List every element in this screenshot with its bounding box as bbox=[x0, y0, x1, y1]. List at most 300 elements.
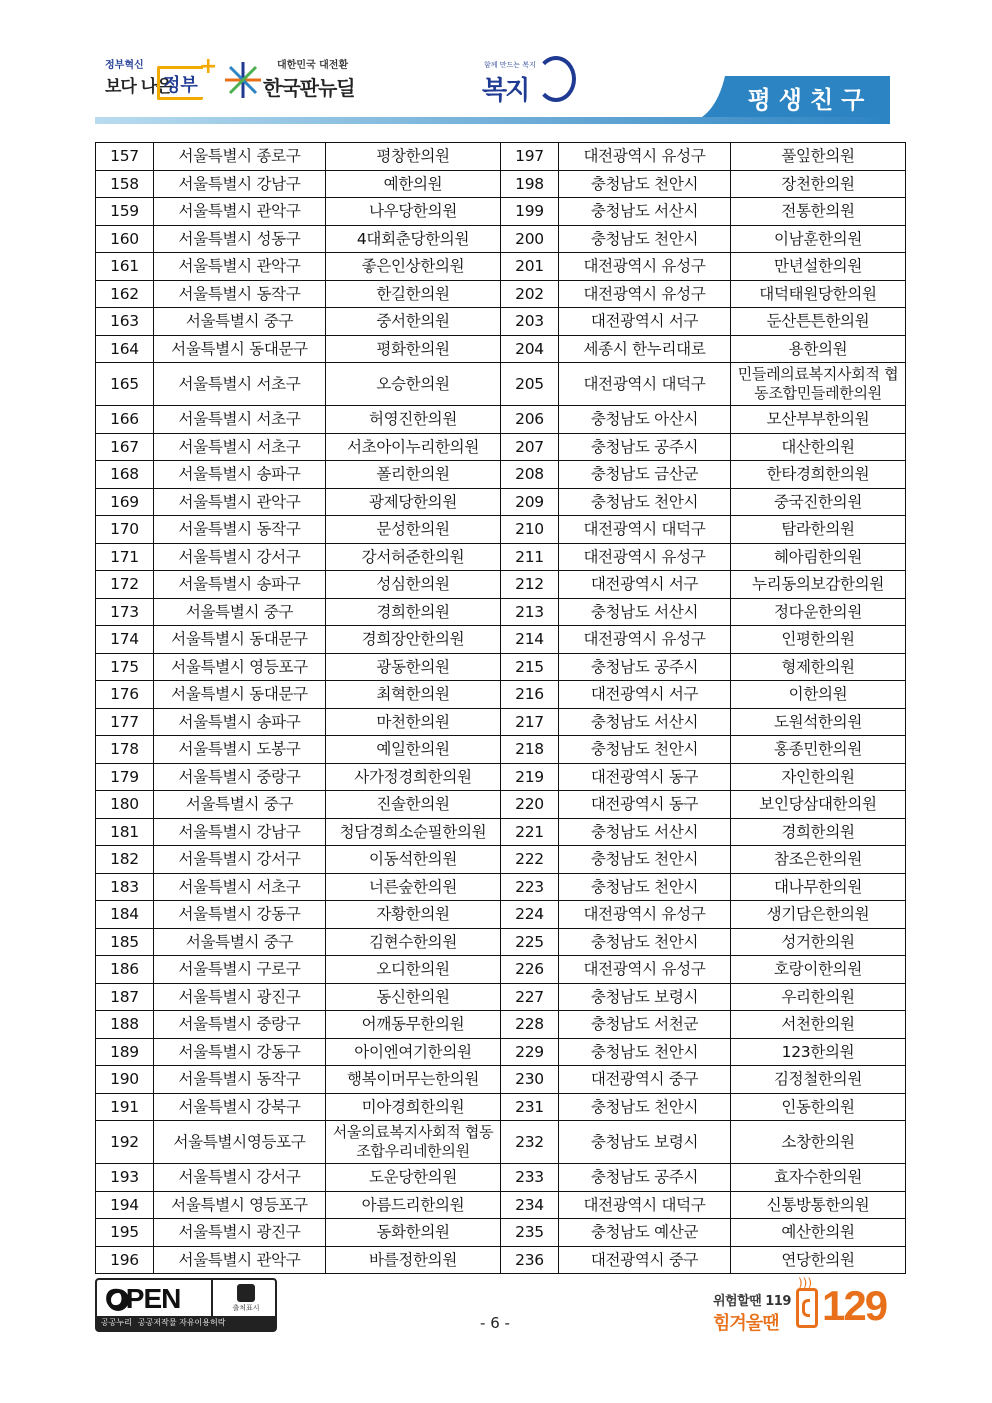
call-number: 129 bbox=[822, 1282, 887, 1329]
clinic-name-cell: 신통방통한의원 bbox=[731, 1191, 906, 1219]
clinic-name-cell: 경희한의원 bbox=[326, 598, 501, 626]
clinic-name-cell: 진솔한의원 bbox=[326, 791, 501, 819]
korean-new-deal-logo bbox=[223, 52, 363, 104]
clinic-name-cell: 어깨동무한의원 bbox=[326, 1011, 501, 1039]
row-number-cell: 207 bbox=[501, 433, 559, 461]
clinic-name-cell: 문성한의원 bbox=[326, 516, 501, 544]
region-cell: 대전광역시 대덕구 bbox=[559, 516, 731, 544]
row-number-cell: 210 bbox=[501, 516, 559, 544]
row-number-cell: 200 bbox=[501, 225, 559, 253]
region-cell: 서울특별시 송파구 bbox=[154, 708, 326, 736]
row-number-cell: 178 bbox=[96, 736, 154, 764]
clinic-name-cell: 대나무한의원 bbox=[731, 873, 906, 901]
plus-icon: + bbox=[199, 54, 218, 79]
row-number-cell: 160 bbox=[96, 225, 154, 253]
row-number-cell: 193 bbox=[96, 1164, 154, 1192]
region-cell: 충청남도 서산시 bbox=[559, 598, 731, 626]
row-number-cell: 231 bbox=[501, 1093, 559, 1121]
region-cell: 충청남도 서산시 bbox=[559, 198, 731, 226]
clinic-name-cell: 오승한의원 bbox=[326, 363, 501, 406]
attribution-label: 출처표시 bbox=[232, 1304, 260, 1312]
region-cell: 서울특별시 강동구 bbox=[154, 1038, 326, 1066]
clinic-name-cell: 이동석한의원 bbox=[326, 846, 501, 874]
row-number-cell: 181 bbox=[96, 818, 154, 846]
table-row bbox=[96, 653, 906, 681]
attribution-mark bbox=[223, 1284, 269, 1314]
table-row bbox=[96, 170, 906, 198]
region-cell: 충청남도 천안시 bbox=[559, 488, 731, 516]
table-row bbox=[96, 406, 906, 434]
clinic-table-body bbox=[96, 143, 906, 1274]
row-number-cell: 167 bbox=[96, 433, 154, 461]
row-number-cell: 194 bbox=[96, 1191, 154, 1219]
table-row bbox=[96, 956, 906, 984]
region-cell: 충청남도 천안시 bbox=[559, 225, 731, 253]
bokji-ro-logo bbox=[480, 50, 580, 110]
clinic-name-cell: 서천한의원 bbox=[731, 1011, 906, 1039]
license-text-bar bbox=[97, 1316, 275, 1330]
row-number-cell: 180 bbox=[96, 791, 154, 819]
clinic-name-cell: 인평한의원 bbox=[731, 626, 906, 654]
row-number-cell: 219 bbox=[501, 763, 559, 791]
row-number-cell: 216 bbox=[501, 681, 559, 709]
clinic-name-cell: 소창한의원 bbox=[731, 1121, 906, 1164]
clinic-name-cell: 중국진한의원 bbox=[731, 488, 906, 516]
row-number-cell: 208 bbox=[501, 461, 559, 489]
region-cell: 충청남도 공주시 bbox=[559, 433, 731, 461]
region-cell: 충청남도 아산시 bbox=[559, 406, 731, 434]
clinic-name-cell: 서초아이누리한의원 bbox=[326, 433, 501, 461]
row-number-cell: 220 bbox=[501, 791, 559, 819]
clinic-name-cell: 아이엔여기한의원 bbox=[326, 1038, 501, 1066]
row-number-cell: 209 bbox=[501, 488, 559, 516]
region-cell: 서울특별시 강서구 bbox=[154, 543, 326, 571]
row-number-cell: 236 bbox=[501, 1246, 559, 1274]
region-cell: 대전광역시 유성구 bbox=[559, 253, 731, 281]
region-cell: 서울특별시 종로구 bbox=[154, 143, 326, 171]
region-cell: 서울특별시 동작구 bbox=[154, 516, 326, 544]
row-number-cell: 204 bbox=[501, 335, 559, 363]
clinic-name-cell: 효자수한의원 bbox=[731, 1164, 906, 1192]
region-cell: 서울특별시 강동구 bbox=[154, 901, 326, 929]
region-cell: 서울특별시 영등포구 bbox=[154, 1191, 326, 1219]
new-deal-small-text: 대한민국 대전환 bbox=[277, 60, 349, 71]
clinic-name-cell: 서울의료복지사회적 협동조합우리네한의원 bbox=[326, 1121, 501, 1164]
clinic-name-cell: 대산한의원 bbox=[731, 433, 906, 461]
row-number-cell: 163 bbox=[96, 308, 154, 336]
region-cell: 대전광역시 유성구 bbox=[559, 280, 731, 308]
region-cell: 충청남도 천안시 bbox=[559, 1093, 731, 1121]
row-number-cell: 222 bbox=[501, 846, 559, 874]
banner-title: 평생친구 bbox=[747, 86, 873, 114]
region-cell: 충청남도 보령시 bbox=[559, 983, 731, 1011]
clinic-name-cell: 나우당한의원 bbox=[326, 198, 501, 226]
clinic-name-cell: 평화한의원 bbox=[326, 335, 501, 363]
phone-icon bbox=[796, 1288, 818, 1328]
row-number-cell: 230 bbox=[501, 1066, 559, 1094]
region-cell: 서울특별시 중구 bbox=[154, 928, 326, 956]
clinic-name-cell: 최혁한의원 bbox=[326, 681, 501, 709]
row-number-cell: 172 bbox=[96, 571, 154, 599]
region-cell: 충청남도 공주시 bbox=[559, 1164, 731, 1192]
clinic-name-cell: 도원석한의원 bbox=[731, 708, 906, 736]
region-cell: 서울특별시 구로구 bbox=[154, 956, 326, 984]
row-number-cell: 184 bbox=[96, 901, 154, 929]
row-number-cell: 157 bbox=[96, 143, 154, 171]
region-cell: 대전광역시 대덕구 bbox=[559, 363, 731, 406]
clinic-name-cell: 예산한의원 bbox=[731, 1219, 906, 1247]
row-number-cell: 179 bbox=[96, 763, 154, 791]
region-cell: 서울특별시 영등포구 bbox=[154, 653, 326, 681]
new-deal-burst-icon bbox=[223, 60, 263, 100]
new-deal-big-text: 한국판뉴딜 bbox=[263, 76, 355, 100]
badge-divider bbox=[211, 1280, 213, 1318]
row-number-cell: 162 bbox=[96, 280, 154, 308]
bokji-arc-icon bbox=[536, 56, 576, 102]
clinic-name-cell: 한타경희한의원 bbox=[731, 461, 906, 489]
clinic-name-cell: 강서허준한의원 bbox=[326, 543, 501, 571]
bokji-big-text: 복지 bbox=[482, 76, 529, 106]
open-label: OPEN bbox=[105, 1283, 181, 1314]
clinic-name-cell: 도운당한의원 bbox=[326, 1164, 501, 1192]
row-number-cell: 190 bbox=[96, 1066, 154, 1094]
region-cell: 서울특별시 중구 bbox=[154, 308, 326, 336]
clinic-name-cell: 예한의원 bbox=[326, 170, 501, 198]
table-row bbox=[96, 363, 906, 406]
row-number-cell: 186 bbox=[96, 956, 154, 984]
clinic-name-cell: 장천한의원 bbox=[731, 170, 906, 198]
clinic-name-cell: 성심한의원 bbox=[326, 571, 501, 599]
kogl-open-license-badge bbox=[95, 1278, 277, 1332]
clinic-name-cell: 둔산튼튼한의원 bbox=[731, 308, 906, 336]
row-number-cell: 235 bbox=[501, 1219, 559, 1247]
table-row bbox=[96, 846, 906, 874]
region-cell: 대전광역시 서구 bbox=[559, 308, 731, 336]
row-number-cell: 201 bbox=[501, 253, 559, 281]
table-row bbox=[96, 253, 906, 281]
row-number-cell: 165 bbox=[96, 363, 154, 406]
region-cell: 대전광역시 유성구 bbox=[559, 626, 731, 654]
row-number-cell: 185 bbox=[96, 928, 154, 956]
clinic-name-cell: 홍종민한의원 bbox=[731, 736, 906, 764]
person-icon bbox=[237, 1284, 255, 1302]
region-cell: 서울특별시 광진구 bbox=[154, 983, 326, 1011]
table-row bbox=[96, 598, 906, 626]
row-number-cell: 233 bbox=[501, 1164, 559, 1192]
clinic-name-cell: 평창한의원 bbox=[326, 143, 501, 171]
clinic-name-cell: 4대회춘당한의원 bbox=[326, 225, 501, 253]
region-cell: 충청남도 천안시 bbox=[559, 1038, 731, 1066]
clinic-name-cell: 광제당한의원 bbox=[326, 488, 501, 516]
clinic-name-cell: 형제한의원 bbox=[731, 653, 906, 681]
row-number-cell: 173 bbox=[96, 598, 154, 626]
clinic-name-cell: 너른숲한의원 bbox=[326, 873, 501, 901]
region-cell: 서울특별시 송파구 bbox=[154, 571, 326, 599]
table-row bbox=[96, 1066, 906, 1094]
clinic-name-cell: 대덕태원당한의원 bbox=[731, 280, 906, 308]
table-row bbox=[96, 225, 906, 253]
region-cell: 대전광역시 서구 bbox=[559, 571, 731, 599]
clinic-name-cell: 헤아림한의원 bbox=[731, 543, 906, 571]
region-cell: 서울특별시 중랑구 bbox=[154, 763, 326, 791]
clinic-name-cell: 보인당삼대한의원 bbox=[731, 791, 906, 819]
clinic-name-cell: 동화한의원 bbox=[326, 1219, 501, 1247]
row-number-cell: 212 bbox=[501, 571, 559, 599]
region-cell: 서울특별시영등포구 bbox=[154, 1121, 326, 1164]
region-cell: 충청남도 서산시 bbox=[559, 818, 731, 846]
row-number-cell: 192 bbox=[96, 1121, 154, 1164]
table-row bbox=[96, 1038, 906, 1066]
clinic-name-cell: 탐라한의원 bbox=[731, 516, 906, 544]
clinic-name-cell: 바를정한의원 bbox=[326, 1246, 501, 1274]
clinic-name-cell: 누리동의보감한의원 bbox=[731, 571, 906, 599]
region-cell: 세종시 한누리대로 bbox=[559, 335, 731, 363]
table-row bbox=[96, 198, 906, 226]
clinic-name-cell: 성거한의원 bbox=[731, 928, 906, 956]
row-number-cell: 195 bbox=[96, 1219, 154, 1247]
clinic-name-cell: 호랑이한의원 bbox=[731, 956, 906, 984]
region-cell: 대전광역시 유성구 bbox=[559, 901, 731, 929]
table-row bbox=[96, 335, 906, 363]
row-number-cell: 206 bbox=[501, 406, 559, 434]
region-cell: 서울특별시 강서구 bbox=[154, 1164, 326, 1192]
table-row bbox=[96, 928, 906, 956]
row-number-cell: 176 bbox=[96, 681, 154, 709]
row-number-cell: 169 bbox=[96, 488, 154, 516]
region-cell: 서울특별시 서초구 bbox=[154, 406, 326, 434]
table-row bbox=[96, 736, 906, 764]
row-number-cell: 234 bbox=[501, 1191, 559, 1219]
row-number-cell: 217 bbox=[501, 708, 559, 736]
row-number-cell: 183 bbox=[96, 873, 154, 901]
table-row bbox=[96, 516, 906, 544]
table-row bbox=[96, 873, 906, 901]
clinic-name-cell: 광동한의원 bbox=[326, 653, 501, 681]
clinic-name-cell: 좋은인상한의원 bbox=[326, 253, 501, 281]
row-number-cell: 221 bbox=[501, 818, 559, 846]
region-cell: 서울특별시 관악구 bbox=[154, 198, 326, 226]
license-left-text: 공공누리 bbox=[101, 1318, 132, 1327]
header-rule bbox=[95, 117, 890, 124]
row-number-cell: 229 bbox=[501, 1038, 559, 1066]
clinic-name-cell: 사가정경희한의원 bbox=[326, 763, 501, 791]
region-cell: 서울특별시 강남구 bbox=[154, 170, 326, 198]
clinic-name-cell: 김현수한의원 bbox=[326, 928, 501, 956]
row-number-cell: 159 bbox=[96, 198, 154, 226]
clinic-name-cell: 우리한의원 bbox=[731, 983, 906, 1011]
table-row bbox=[96, 1011, 906, 1039]
clinic-name-cell: 청담경희소순필한의원 bbox=[326, 818, 501, 846]
table-row bbox=[96, 1219, 906, 1247]
region-cell: 충청남도 공주시 bbox=[559, 653, 731, 681]
region-cell: 서울특별시 관악구 bbox=[154, 488, 326, 516]
row-number-cell: 166 bbox=[96, 406, 154, 434]
row-number-cell: 202 bbox=[501, 280, 559, 308]
region-cell: 서울특별시 송파구 bbox=[154, 461, 326, 489]
page-header bbox=[95, 40, 890, 124]
region-cell: 대전광역시 유성구 bbox=[559, 956, 731, 984]
row-number-cell: 198 bbox=[501, 170, 559, 198]
region-cell: 서울특별시 동대문구 bbox=[154, 335, 326, 363]
table-row bbox=[96, 1246, 906, 1274]
row-number-cell: 213 bbox=[501, 598, 559, 626]
region-cell: 대전광역시 유성구 bbox=[559, 543, 731, 571]
region-cell: 서울특별시 도봉구 bbox=[154, 736, 326, 764]
government-innovation-logo bbox=[105, 52, 218, 104]
table-row bbox=[96, 1093, 906, 1121]
table-row bbox=[96, 708, 906, 736]
clinic-name-cell: 경희장안한의원 bbox=[326, 626, 501, 654]
region-cell: 대전광역시 서구 bbox=[559, 681, 731, 709]
row-number-cell: 225 bbox=[501, 928, 559, 956]
license-right-text: 공공저작물 자유이용허락 bbox=[137, 1318, 226, 1327]
clinic-name-cell: 예일한의원 bbox=[326, 736, 501, 764]
clinic-table bbox=[95, 142, 906, 1274]
gov-logo-gov-text: 정부 bbox=[163, 75, 198, 96]
region-cell: 서울특별시 강서구 bbox=[154, 846, 326, 874]
region-cell: 대전광역시 대덕구 bbox=[559, 1191, 731, 1219]
table-row bbox=[96, 308, 906, 336]
clinic-name-cell: 허영진한의원 bbox=[326, 406, 501, 434]
row-number-cell: 218 bbox=[501, 736, 559, 764]
row-number-cell: 232 bbox=[501, 1121, 559, 1164]
row-number-cell: 161 bbox=[96, 253, 154, 281]
row-number-cell: 175 bbox=[96, 653, 154, 681]
region-cell: 서울특별시 서초구 bbox=[154, 363, 326, 406]
row-number-cell: 168 bbox=[96, 461, 154, 489]
region-cell: 대전광역시 중구 bbox=[559, 1246, 731, 1274]
region-cell: 서울특별시 관악구 bbox=[154, 1246, 326, 1274]
row-number-cell: 177 bbox=[96, 708, 154, 736]
region-cell: 서울특별시 중랑구 bbox=[154, 1011, 326, 1039]
table-row bbox=[96, 1164, 906, 1192]
table-row bbox=[96, 1191, 906, 1219]
clinic-name-cell: 이남훈한의원 bbox=[731, 225, 906, 253]
clinic-name-cell: 이한의원 bbox=[731, 681, 906, 709]
region-cell: 서울특별시 동대문구 bbox=[154, 681, 326, 709]
row-number-cell: 197 bbox=[501, 143, 559, 171]
row-number-cell: 170 bbox=[96, 516, 154, 544]
region-cell: 서울특별시 중구 bbox=[154, 791, 326, 819]
clinic-name-cell: 행복이머무는한의원 bbox=[326, 1066, 501, 1094]
table-row bbox=[96, 901, 906, 929]
clinic-name-cell: 경희한의원 bbox=[731, 818, 906, 846]
row-number-cell: 187 bbox=[96, 983, 154, 1011]
table-row bbox=[96, 1121, 906, 1164]
clinic-name-cell: 김정철한의원 bbox=[731, 1066, 906, 1094]
bokji-small-text: 함께 만드는 복지 bbox=[484, 61, 536, 69]
region-cell: 충청남도 서천군 bbox=[559, 1011, 731, 1039]
region-cell: 서울특별시 동대문구 bbox=[154, 626, 326, 654]
page-number: - 6 - bbox=[480, 1314, 510, 1332]
table-row bbox=[96, 280, 906, 308]
clinic-name-cell: 폴리한의원 bbox=[326, 461, 501, 489]
row-number-cell: 189 bbox=[96, 1038, 154, 1066]
row-number-cell: 164 bbox=[96, 335, 154, 363]
region-cell: 서울특별시 서초구 bbox=[154, 873, 326, 901]
region-cell: 서울특별시 광진구 bbox=[154, 1219, 326, 1247]
region-cell: 서울특별시 강남구 bbox=[154, 818, 326, 846]
region-cell: 충청남도 금산군 bbox=[559, 461, 731, 489]
table-row bbox=[96, 488, 906, 516]
call-129-logo bbox=[710, 1276, 900, 1336]
table-row bbox=[96, 763, 906, 791]
clinic-name-cell: 123한의원 bbox=[731, 1038, 906, 1066]
row-number-cell: 214 bbox=[501, 626, 559, 654]
signal-icon: ))) bbox=[798, 1276, 813, 1290]
table-row bbox=[96, 571, 906, 599]
region-cell: 서울특별시 중구 bbox=[154, 598, 326, 626]
row-number-cell: 188 bbox=[96, 1011, 154, 1039]
clinic-name-cell: 모산부부한의원 bbox=[731, 406, 906, 434]
clinic-name-cell: 동신한의원 bbox=[326, 983, 501, 1011]
row-number-cell: 182 bbox=[96, 846, 154, 874]
region-cell: 서울특별시 동작구 bbox=[154, 280, 326, 308]
region-cell: 서울특별시 동작구 bbox=[154, 1066, 326, 1094]
region-cell: 충청남도 천안시 bbox=[559, 170, 731, 198]
region-cell: 충청남도 천안시 bbox=[559, 736, 731, 764]
row-number-cell: 199 bbox=[501, 198, 559, 226]
clinic-name-cell: 오디한의원 bbox=[326, 956, 501, 984]
clinic-name-cell: 자인한의원 bbox=[731, 763, 906, 791]
table-row bbox=[96, 433, 906, 461]
clinic-name-cell: 정다운한의원 bbox=[731, 598, 906, 626]
clinic-name-cell: 자황한의원 bbox=[326, 901, 501, 929]
row-number-cell: 228 bbox=[501, 1011, 559, 1039]
row-number-cell: 174 bbox=[96, 626, 154, 654]
row-number-cell: 211 bbox=[501, 543, 559, 571]
row-number-cell: 215 bbox=[501, 653, 559, 681]
gov-logo-small-text: 정부혁신 bbox=[105, 60, 144, 71]
region-cell: 충청남도 천안시 bbox=[559, 928, 731, 956]
clinic-name-cell: 마천한의원 bbox=[326, 708, 501, 736]
region-cell: 대전광역시 유성구 bbox=[559, 143, 731, 171]
clinic-name-cell: 아름드리한의원 bbox=[326, 1191, 501, 1219]
row-number-cell: 158 bbox=[96, 170, 154, 198]
clinic-name-cell: 연당한의원 bbox=[731, 1246, 906, 1274]
region-cell: 충청남도 보령시 bbox=[559, 1121, 731, 1164]
call-line-1: 위험할땐 119 bbox=[713, 1294, 791, 1309]
table-row bbox=[96, 681, 906, 709]
clinic-name-cell: 만년설한의원 bbox=[731, 253, 906, 281]
region-cell: 대전광역시 동구 bbox=[559, 791, 731, 819]
table-row bbox=[96, 818, 906, 846]
region-cell: 서울특별시 성동구 bbox=[154, 225, 326, 253]
row-number-cell: 171 bbox=[96, 543, 154, 571]
region-cell: 충청남도 예산군 bbox=[559, 1219, 731, 1247]
row-number-cell: 226 bbox=[501, 956, 559, 984]
region-cell: 충청남도 천안시 bbox=[559, 846, 731, 874]
row-number-cell: 191 bbox=[96, 1093, 154, 1121]
table-row bbox=[96, 461, 906, 489]
clinic-name-cell: 참조은한의원 bbox=[731, 846, 906, 874]
row-number-cell: 196 bbox=[96, 1246, 154, 1274]
row-number-cell: 223 bbox=[501, 873, 559, 901]
clinic-name-cell: 인동한의원 bbox=[731, 1093, 906, 1121]
region-cell: 충청남도 서산시 bbox=[559, 708, 731, 736]
clinic-name-cell: 한길한의원 bbox=[326, 280, 501, 308]
clinic-name-cell: 미아경희한의원 bbox=[326, 1093, 501, 1121]
row-number-cell: 224 bbox=[501, 901, 559, 929]
table-row bbox=[96, 143, 906, 171]
table-row bbox=[96, 983, 906, 1011]
row-number-cell: 205 bbox=[501, 363, 559, 406]
table-row bbox=[96, 626, 906, 654]
region-cell: 대전광역시 중구 bbox=[559, 1066, 731, 1094]
gov-logo-big-text: 보다 나은 bbox=[105, 77, 172, 97]
region-cell: 대전광역시 동구 bbox=[559, 763, 731, 791]
clinic-name-cell: 생기담은한의원 bbox=[731, 901, 906, 929]
